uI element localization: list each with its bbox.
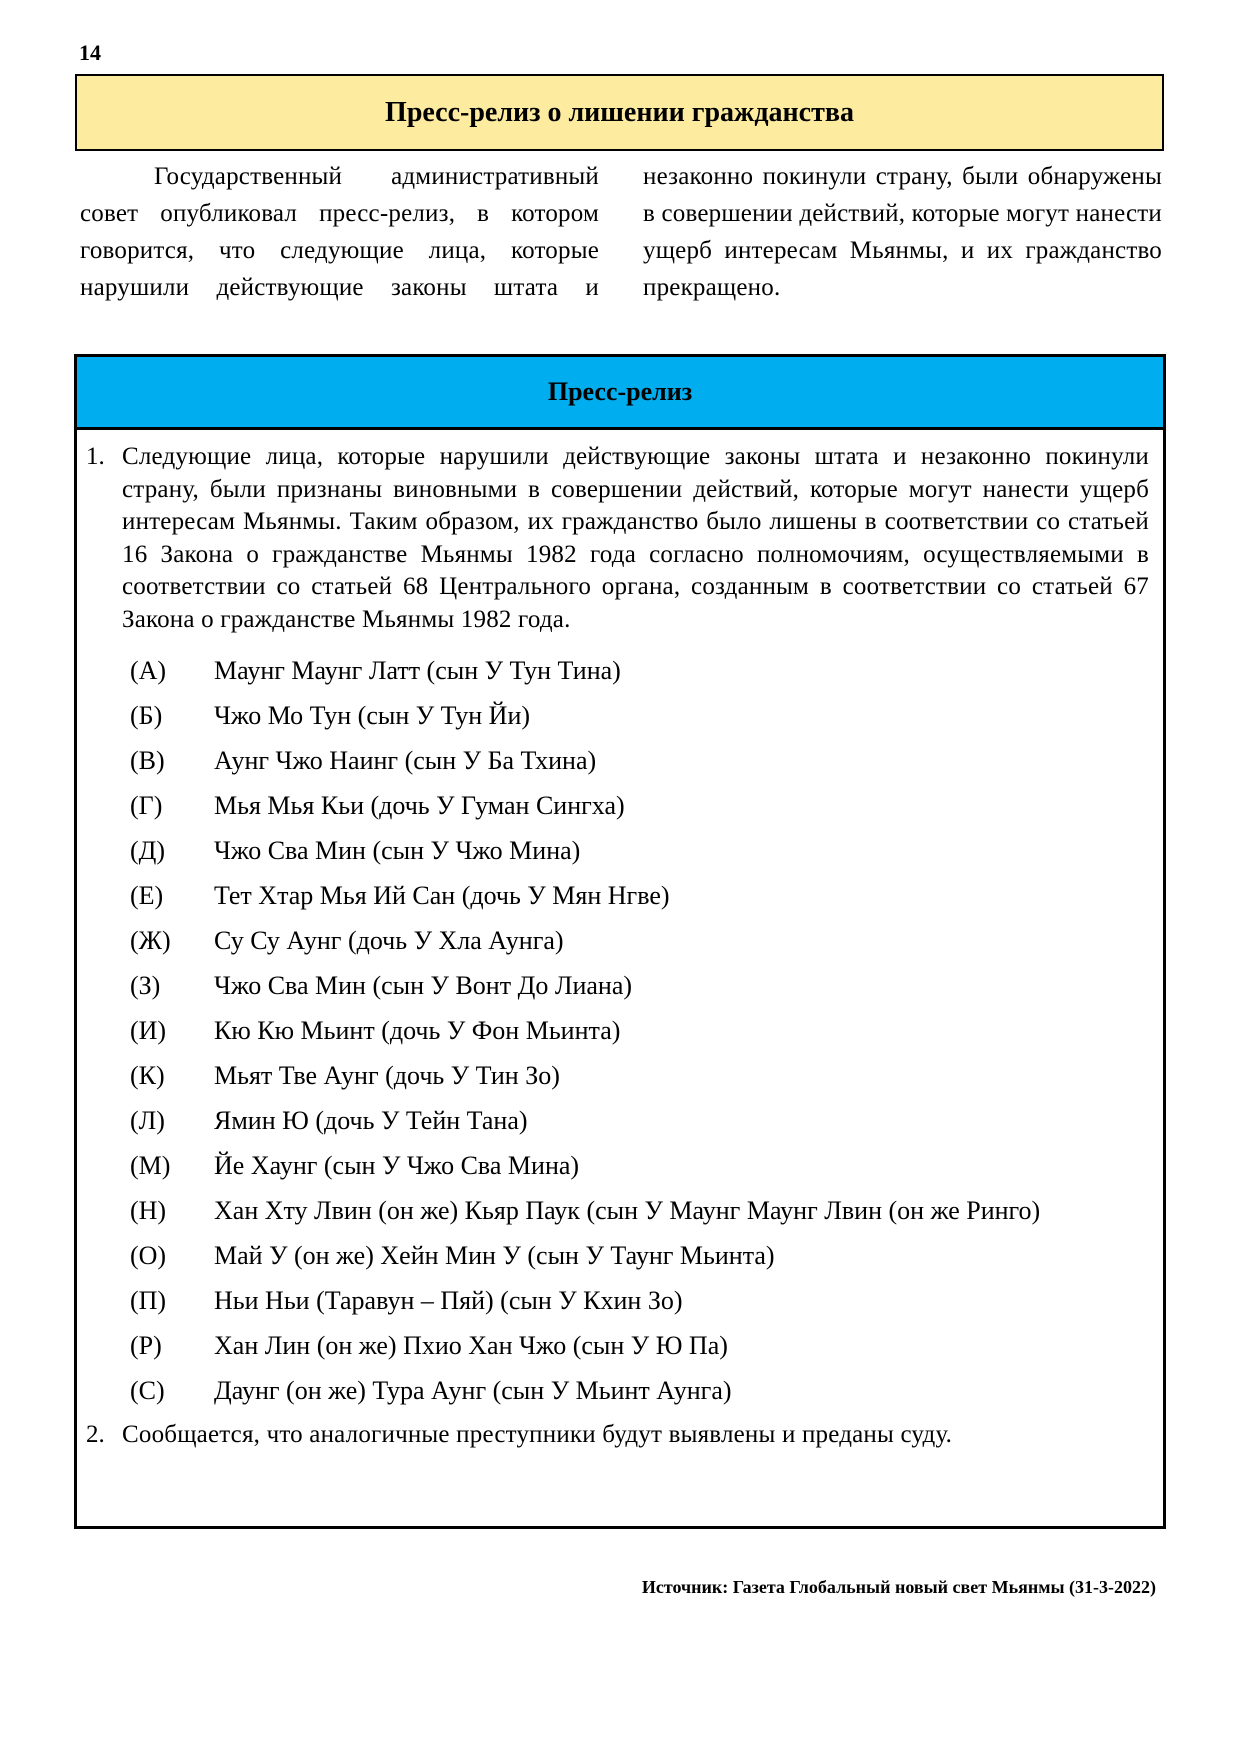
source-citation: Источник: Газета Глобальный новый свет Мьянмы (31-3-2022): [641, 1577, 1156, 1597]
person-name: Су Су Аунг (дочь У Хла Аунга): [214, 925, 564, 955]
person-letter: (Е): [130, 880, 164, 910]
person-letter: (О): [130, 1240, 167, 1270]
person-name: Мья Мья Кьи (дочь У Гуман Сингха): [214, 790, 625, 820]
list-item: [86, 693, 1149, 738]
list-item: [86, 1323, 1149, 1368]
person-name: Ньи Ньи (Таравун – Пяй) (сын У Кхин Зо): [214, 1285, 683, 1315]
person-name: Мьят Тве Аунг (дочь У Тин Зо): [214, 1060, 560, 1090]
person-letter: (Г): [130, 790, 163, 820]
person-name: Кю Кю Мьинт (дочь У Фон Мьинта): [214, 1015, 621, 1045]
list-item: [86, 873, 1149, 918]
person-letter: (И): [130, 1015, 167, 1045]
person-name: Тет Хтар Мья Ий Сан (дочь У Мян Нгве): [214, 880, 670, 910]
list-item: [86, 1368, 1149, 1413]
list-item: [86, 1278, 1149, 1323]
list-item: [86, 828, 1149, 873]
list-item: [86, 1098, 1149, 1143]
person-letter: (К): [130, 1060, 165, 1090]
person-letter: (Д): [130, 835, 166, 865]
person-letter: (С): [130, 1375, 165, 1405]
person-name: Ямин Ю (дочь У Тейн Тана): [214, 1105, 528, 1135]
list-item: [86, 918, 1149, 963]
point-two: [86, 1419, 1149, 1452]
person-name: Хан Лин (он же) Пхио Хан Чжо (сын У Ю Па): [214, 1330, 728, 1360]
persons-list: [86, 648, 1149, 1413]
list-item: [86, 1188, 1149, 1233]
list-item: [86, 1053, 1149, 1098]
point-one: [86, 441, 1149, 636]
list-item: [86, 963, 1149, 1008]
person-letter: (М): [130, 1150, 171, 1180]
person-name: Хан Хту Лвин (он же) Кьяр Паук (сын У Маунг Маунг Лвин (он же Ринго): [214, 1195, 1041, 1225]
list-item: [86, 1233, 1149, 1278]
person-name: Аунг Чжо Наинг (сын У Ба Тхина): [214, 745, 597, 775]
press-release-body: [86, 441, 1149, 1452]
person-name: Чжо Мо Тун (сын У Тун Йи): [214, 700, 531, 730]
person-name: Маунг Маунг Латт (сын У Тун Тина): [214, 655, 621, 685]
page-number: 14: [79, 40, 101, 65]
point-one-text: Следующие лица, которые нарушили действующие законы штата и незаконно покинули страну, были признаны виновными в совершении действий, которые могут нанести ущерб интересам Мьянмы. Таким образом, их гражданство было лишены в соответствии со статьей 16 Закона о гражданстве Мьянмы 1982 года согласно полномочиям, осуществляемыми в соответствии со статьей 68 Центрального органа, созданным в соответствии со статьей 67 Закона о гражданстве Мьянмы 1982 года.: [122, 443, 1149, 633]
person-name: Май У (он же) Хейн Мин У (сын У Таунг Мьинта): [214, 1240, 775, 1270]
list-item: [86, 1008, 1149, 1053]
person-letter: (А): [130, 655, 167, 685]
page-title: Пресс-релиз о лишении гражданства: [75, 74, 1164, 151]
press-release-box: [74, 354, 1166, 1529]
person-name: Чжо Сва Мин (сын У Вонт До Лиана): [214, 970, 633, 1000]
person-letter: (В): [130, 745, 165, 775]
point-two-number: 2.: [86, 1421, 105, 1448]
list-item: [86, 648, 1149, 693]
list-item: [86, 738, 1149, 783]
person-letter: (З): [130, 970, 161, 1000]
person-letter: (П): [130, 1285, 167, 1315]
person-name: Йе Хаунг (сын У Чжо Сва Мина): [214, 1150, 580, 1180]
person-letter: (Л): [130, 1105, 165, 1135]
point-two-text: Сообщается, что аналогичные преступники будут выявлены и преданы суду.: [122, 1421, 953, 1448]
person-letter: (Н): [130, 1195, 167, 1225]
press-release-title: Пресс-релиз: [77, 357, 1163, 430]
person-name: Чжо Сва Мин (сын У Чжо Мина): [214, 835, 581, 865]
point-one-number: 1.: [86, 443, 105, 470]
list-item: [86, 783, 1149, 828]
person-letter: (Р): [130, 1330, 162, 1360]
intro-paragraph: Государственный административный совет опубликовал пресс-релиз, в котором говорится, что следующие лица, которые нарушили действующие законы штата и незаконно покинули страну, были обнаружены в совершении действий, которые могут нанести ущерб интересам Мьянмы, и их гражданство прекращено.: [80, 163, 1162, 301]
person-name: Даунг (он же) Тура Аунг (сын У Мьинт Аунга): [214, 1375, 732, 1405]
person-letter: (Б): [130, 700, 163, 730]
list-item: [86, 1143, 1149, 1188]
person-letter: (Ж): [130, 925, 171, 955]
